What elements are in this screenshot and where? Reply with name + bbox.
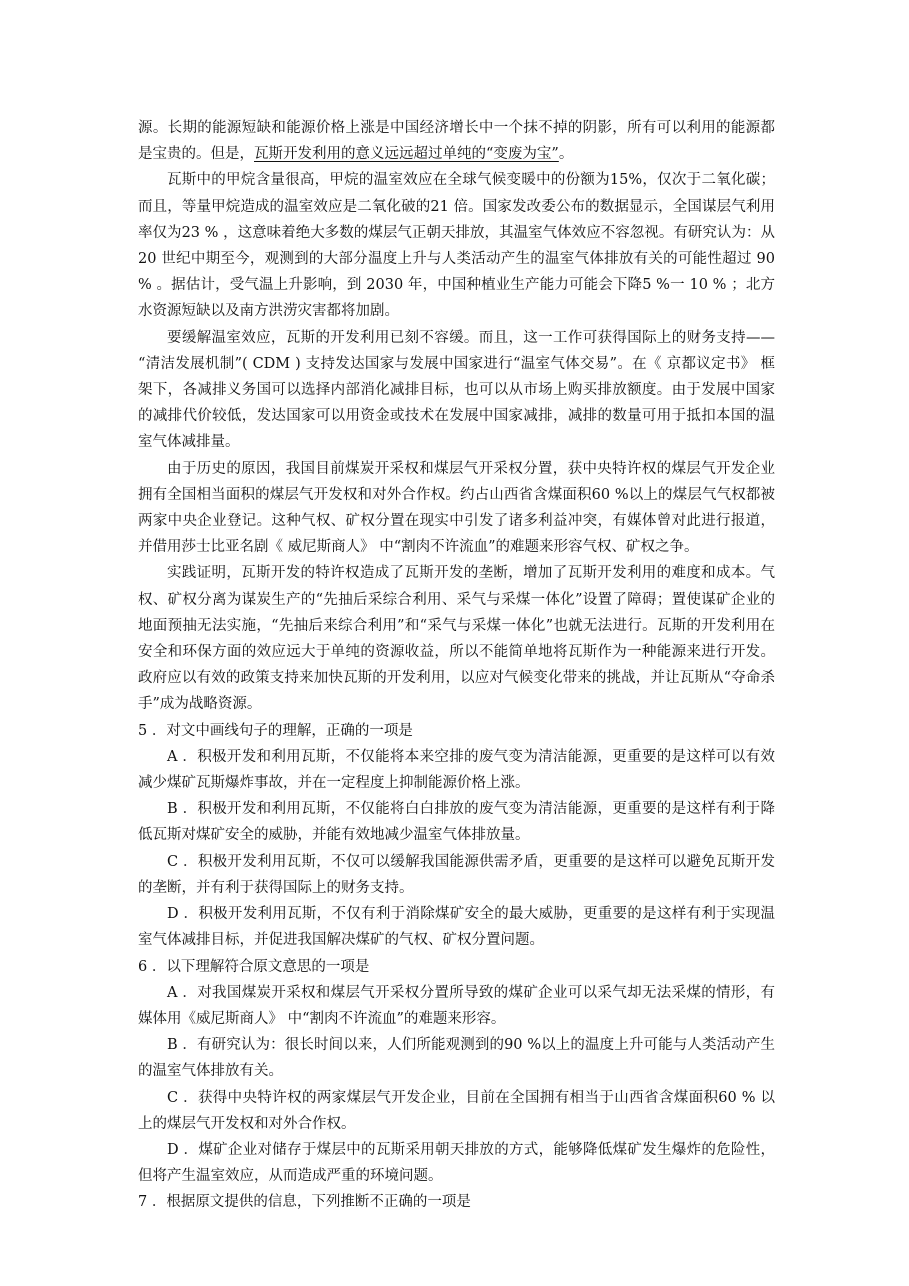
article-paragraph-2: 瓦斯中的甲烷含量很高，甲烷的温室效应在全球气候变暖中的份额为15%，仅次于二氧化碳；而且，等量甲烷造成的温室效应是二氧化破的21 倍。国家发改委公布的数据显示，全国谋层气利用率仅为23 % ，这意味着绝大多数的煤层气正朝天排放，其温室气体效应不容忽视。有研究认为：从20 世纪中期至今，观测到的大部分温度上升与人类活动产生的温室气体排放有关的可能性超过 90 % 。据估计，受气温上升影响，到 2030 年，中国种植业生产能力可能会下降5 %一 10 % ；北方水资源短缺以及南方洪涝灾害都将加剧。 (138, 172, 775, 320)
question-6-stem: 6 ．以下理解符合原文意思的一项是 (138, 958, 370, 975)
article-paragraph-5: 实践证明，瓦斯开发的特许权造成了瓦斯开发的垄断，增加了瓦斯开发利用的难度和成本。气权、矿权分离为谋炭生产的“先抽后采综合利用、采气与采煤一体化”设置了障碍；置使谋矿企业的地面预抽无法实施，“先抽后来综合利用”和“采气与采煤一体化”也就无法进行。瓦斯的开发利用在安全和环保方面的效应远大于单纯的资源收益，所以不能简单地将瓦斯作为一种能源来进行开发。政府应以有效的政策支持来加快瓦斯的开发利用，以应对气候变化带来的挑战，并让瓦斯从“夺命杀手”成为战略资源。 (138, 565, 775, 713)
question-6-option-c: C ．获得中央特许权的两家煤层气开发企业，目前在全国拥有相当于山西省含煤面积60 % 以上的煤层气开发权和对外合作权。 (138, 1089, 775, 1132)
article-paragraph-1 (138, 115, 775, 167)
paragraph-text: 源。长期的能源短缺和能源价格上涨是中国经济增长中一个抹不掉的阴影，所有可以利用的能源都是宝贵的。但是， (138, 120, 775, 163)
question-5-option-d: D ．积极开发利用瓦斯，不仅有利于消除煤矿安全的最大威胁，更重要的是这样有利于实现温室气体减排目标，并促进我国解决煤矿的气权、矿权分置问题。 (138, 906, 775, 949)
question-6-option-d: D ．煤矿企业对储存于煤层中的瓦斯采用朝天排放的方式，能够降低煤矿发生爆炸的危险性，但将产生温室效应，从而造成严重的环境问题。 (138, 1141, 775, 1185)
article-paragraph-4: 由于历史的原因，我国目前煤炭开采权和煤层气开采权分置，获中央特许权的煤层气开发企业拥有全国相当面积的煤层气开发权和对外合作权。约占山西省含煤面积60 %以上的煤层气气权都被两家中央企业登记。这种气权、矿权分置在现实中引发了诸多利益冲突，有媒体曾对此进行报道，并借用莎士比亚名剧《 威尼斯商人》 中“割肉不许流血”的难题来形容气权、矿权之争。 (138, 460, 775, 556)
question-5-option-b: B ．积极开发和利用瓦斯，不仅能将白白排放的废气变为清洁能源，更重要的是这样有利于降低瓦斯对煤矿安全的威胁，并能有效地减少温室气体排放量。 (138, 801, 775, 844)
document-page (138, 115, 775, 1216)
article-paragraph-3: 要缓解温室效应，瓦斯的开发利用已刻不容缓。而且，这一工作可获得国际上的财务支持—— “清洁发展机制”( CDM ) 支持发达国家与发展中国家进行“温室气体交易”。在《 京都议定书》 框架下，各减排义务国可以选择内部消化减排目标，也可以从市场上购买排放额度。由于发展中国家的减排代价较低，发达国家可以用资金或技术在发展中国家减排，减排的数量可用于抵扣本国的温室气体减排量。 (138, 329, 775, 451)
paragraph-text: 。 (558, 146, 574, 163)
question-5-option-c: C ．积极开发利用瓦斯，不仅可以缓解我国能源供需矛盾，更重要的是这样可以避免瓦斯开发的垄断，并有利于获得国际上的财务支持。 (138, 853, 775, 896)
question-7-stem: 7 ．根据原文提供的信息，下列推断不正确的一项是 (138, 1194, 471, 1211)
question-6-option-b: B ．有研究认为：很长时间以来，人们所能观测到的90 %以上的温度上升可能与人类活动产生的温室气体排放有关。 (138, 1037, 775, 1080)
question-5-stem: 5 ．对文中画线句子的理解，正确的一项是 (138, 722, 413, 739)
question-6-option-a: A ．对我国煤炭开采权和煤层气开采权分置所导致的煤矿企业可以采气却无法采煤的情形，有媒体用《威尼斯商人》 中“割肉不许流血”的难题来形容。 (138, 984, 775, 1027)
underlined-sentence: 瓦斯开发利用的意义远远超过单纯的“变废为宝” (254, 146, 559, 163)
question-5-option-a: A ．积极开发和利用瓦斯，不仅能将本来空排的废气变为清洁能源，更重要的是这样可以有效减少煤矿瓦斯爆炸事故，并在一定程度上抑制能源价格上涨。 (138, 748, 775, 792)
